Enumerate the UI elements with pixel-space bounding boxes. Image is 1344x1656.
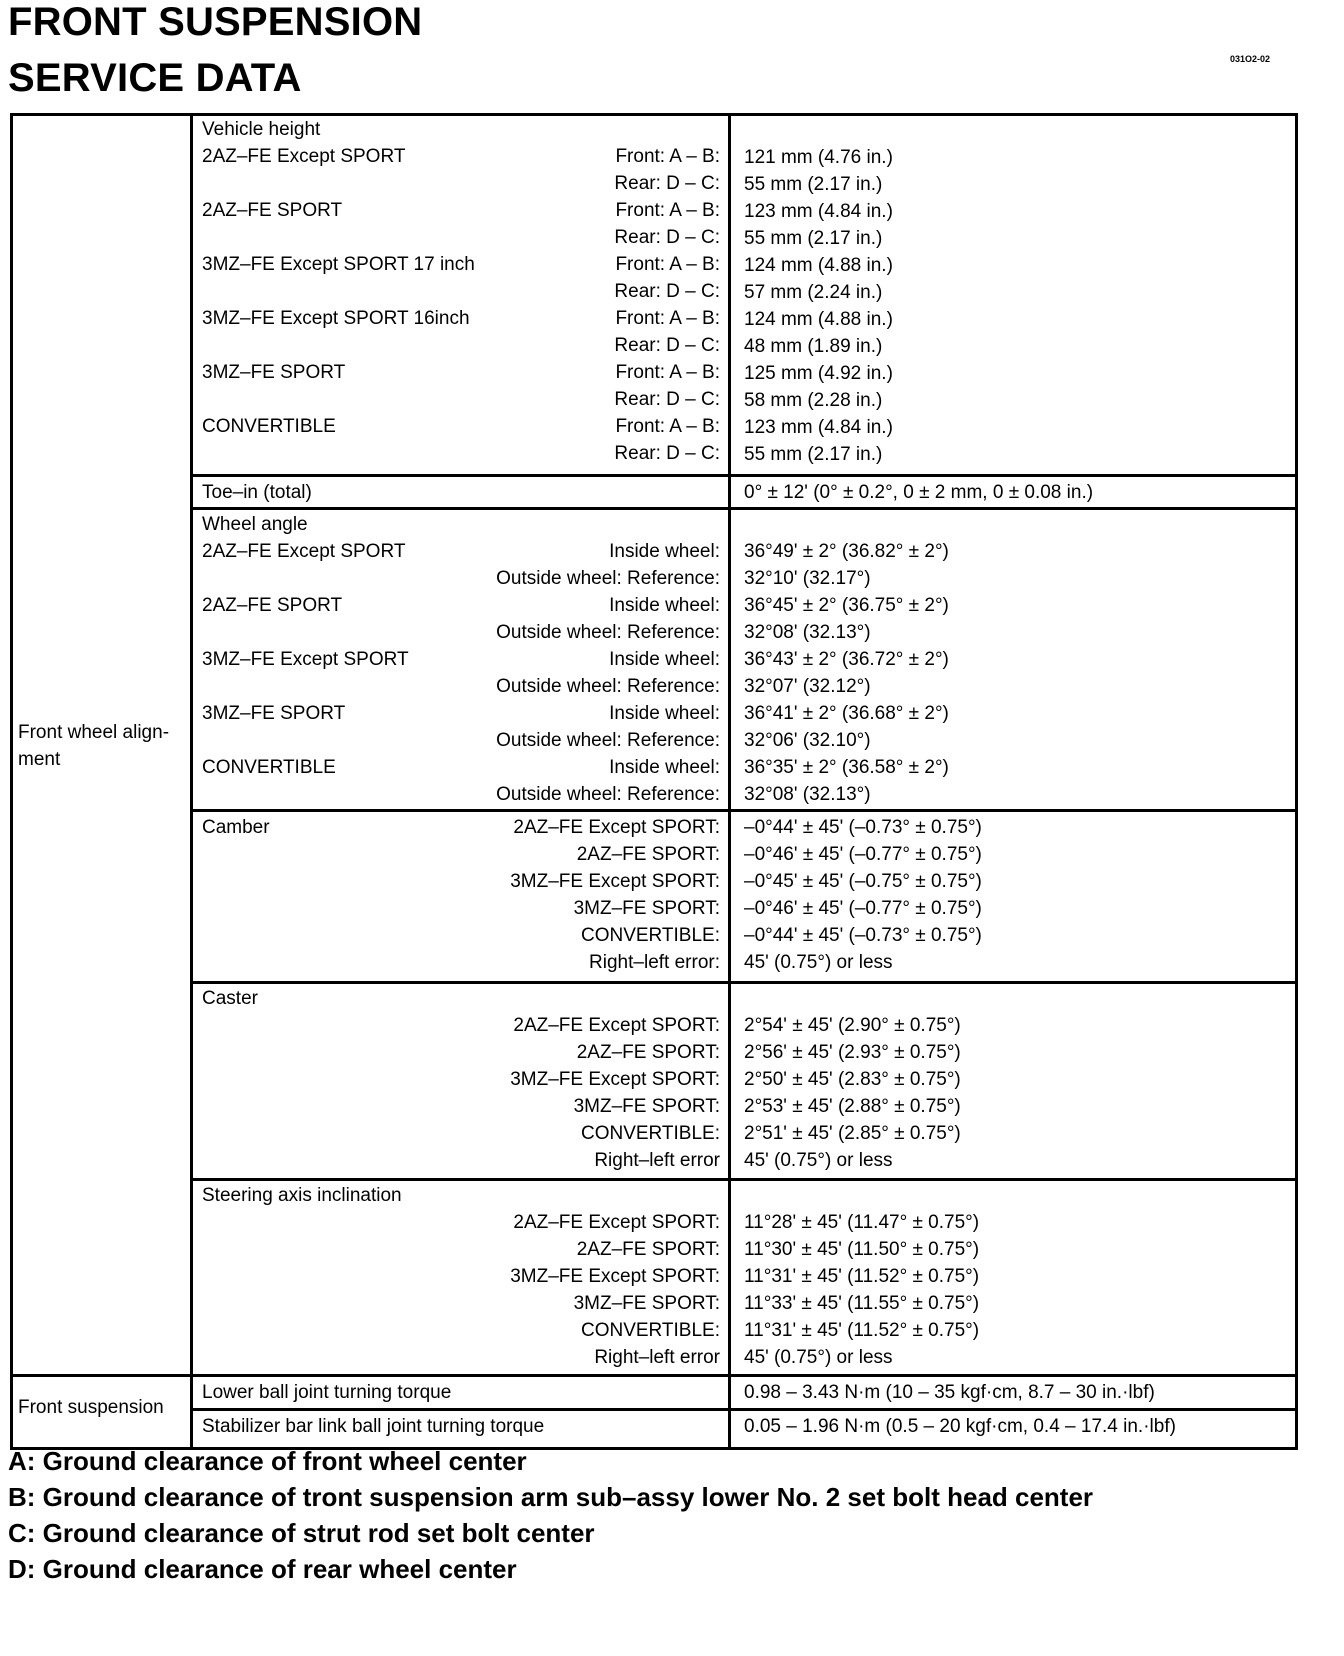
spec-value: –0°45' ± 45' (–0.75° ± 0.75°)	[744, 871, 982, 892]
spec-label: 2AZ–FE SPORT:	[576, 1239, 720, 1260]
spec-value: 45' (0.75°) or less	[744, 952, 893, 973]
rear-measure-value: 55 mm (2.17 in.)	[744, 444, 883, 465]
spec-value: 11°31' ± 45' (11.52° ± 0.75°)	[744, 1266, 980, 1287]
legend-item: A: Ground clearance of front wheel center	[8, 1446, 527, 1476]
section-heading: Vehicle height	[202, 119, 321, 140]
model-label: 3MZ–FE Except SPORT 17 inch	[202, 254, 475, 275]
spec-value: –0°46' ± 45' (–0.77° ± 0.75°)	[744, 844, 982, 865]
spec-value: –0°44' ± 45' (–0.73° ± 0.75°)	[744, 817, 982, 838]
rear-measure-label: Rear: D – C:	[614, 173, 720, 194]
outside-wheel-value: 32°06' (32.10°)	[744, 730, 871, 751]
page-title: FRONT SUSPENSION	[8, 0, 423, 44]
outside-wheel-label: Outside wheel: Reference:	[496, 568, 720, 589]
section-heading: Camber	[202, 817, 270, 838]
spec-value: 2°54' ± 45' (2.90° ± 0.75°)	[744, 1015, 961, 1036]
front-measure-value: 123 mm (4.84 in.)	[744, 201, 893, 222]
spec-label: 3MZ–FE SPORT:	[573, 1096, 720, 1117]
model-label: 2AZ–FE SPORT	[202, 200, 343, 221]
spec-label: 3MZ–FE SPORT:	[573, 898, 720, 919]
spec-value: 2°50' ± 45' (2.83° ± 0.75°)	[744, 1069, 961, 1090]
inside-wheel-value: 36°49' ± 2° (36.82° ± 2°)	[744, 541, 949, 562]
spec-label: 2AZ–FE Except SPORT:	[513, 1212, 720, 1233]
outside-wheel-label: Outside wheel: Reference:	[496, 676, 720, 697]
lower-ball-joint-label: Lower ball joint turning torque	[202, 1382, 452, 1403]
spec-label: 2AZ–FE SPORT:	[576, 844, 720, 865]
rear-measure-value: 48 mm (1.89 in.)	[744, 336, 883, 357]
spec-label: 3MZ–FE Except SPORT:	[510, 1069, 720, 1090]
outside-wheel-label: Outside wheel: Reference:	[496, 784, 720, 805]
table-divider	[190, 1408, 1298, 1411]
inside-wheel-label: Inside wheel:	[609, 703, 720, 724]
table-divider	[10, 1374, 1298, 1377]
outside-wheel-value: 32°08' (32.13°)	[744, 622, 871, 643]
outside-wheel-value: 32°07' (32.12°)	[744, 676, 871, 697]
page-subtitle: SERVICE DATA	[8, 56, 302, 100]
stabilizer-link-value: 0.05 – 1.96 N·m (0.5 – 20 kgf·cm, 0.4 – 17.4 in.·lbf)	[744, 1416, 1176, 1437]
model-label: 2AZ–FE Except SPORT	[202, 541, 406, 562]
inside-wheel-value: 36°41' ± 2° (36.68° ± 2°)	[744, 703, 949, 724]
table-divider	[190, 981, 1298, 984]
inside-wheel-label: Inside wheel:	[609, 595, 720, 616]
rear-measure-label: Rear: D – C:	[614, 389, 720, 410]
front-measure-value: 123 mm (4.84 in.)	[744, 417, 893, 438]
table-divider	[190, 809, 1298, 812]
model-label: 3MZ–FE SPORT	[202, 362, 346, 383]
spec-value: 11°33' ± 45' (11.55° ± 0.75°)	[744, 1293, 980, 1314]
outside-wheel-label: Outside wheel: Reference:	[496, 622, 720, 643]
inside-wheel-value: 36°35' ± 2° (36.58° ± 2°)	[744, 757, 949, 778]
rear-measure-label: Rear: D – C:	[614, 227, 720, 248]
rear-measure-value: 55 mm (2.17 in.)	[744, 174, 883, 195]
model-label: CONVERTIBLE	[202, 416, 336, 437]
spec-value: 2°53' ± 45' (2.88° ± 0.75°)	[744, 1096, 961, 1117]
spec-value: –0°44' ± 45' (–0.73° ± 0.75°)	[744, 925, 982, 946]
rear-measure-value: 58 mm (2.28 in.)	[744, 390, 883, 411]
rear-measure-value: 57 mm (2.24 in.)	[744, 282, 883, 303]
table-divider	[190, 474, 1298, 477]
spec-label: CONVERTIBLE:	[580, 925, 720, 946]
group-front-wheel-alignment	[18, 719, 169, 773]
legend-item: C: Ground clearance of strut rod set bolt center	[8, 1518, 595, 1548]
front-measure-value: 124 mm (4.88 in.)	[744, 255, 893, 276]
front-measure-value: 124 mm (4.88 in.)	[744, 309, 893, 330]
section-heading: Wheel angle	[202, 514, 308, 535]
section-heading: Caster	[202, 988, 258, 1009]
inside-wheel-value: 36°45' ± 2° (36.75° ± 2°)	[744, 595, 949, 616]
spec-value: 45' (0.75°) or less	[744, 1347, 893, 1368]
lower-ball-joint-value: 0.98 – 3.43 N·m (10 – 35 kgf·cm, 8.7 – 30 in.·lbf)	[744, 1382, 1155, 1403]
spec-value: 11°28' ± 45' (11.47° ± 0.75°)	[744, 1212, 980, 1233]
front-measure-label: Front: A – B:	[615, 362, 720, 383]
front-measure-label: Front: A – B:	[615, 308, 720, 329]
outside-wheel-value: 32°10' (32.17°)	[744, 568, 871, 589]
model-label: 3MZ–FE Except SPORT	[202, 649, 409, 670]
table-divider	[190, 113, 193, 1450]
spec-label: Right–left error	[594, 1347, 720, 1368]
front-measure-label: Front: A – B:	[615, 254, 720, 275]
inside-wheel-label: Inside wheel:	[609, 757, 720, 778]
rear-measure-value: 55 mm (2.17 in.)	[744, 228, 883, 249]
model-label: CONVERTIBLE	[202, 757, 336, 778]
spec-value: 2°56' ± 45' (2.93° ± 0.75°)	[744, 1042, 961, 1063]
outside-wheel-value: 32°08' (32.13°)	[744, 784, 871, 805]
toe-in-value: 0° ± 12' (0° ± 0.2°, 0 ± 2 mm, 0 ± 0.08 in.)	[744, 482, 1094, 503]
spec-label: 3MZ–FE Except SPORT:	[510, 871, 720, 892]
rear-measure-label: Rear: D – C:	[614, 443, 720, 464]
table-divider	[728, 113, 731, 1450]
model-label: 3MZ–FE Except SPORT 16inch	[202, 308, 470, 329]
legend-item: B: Ground clearance of tront suspension arm sub–assy lower No. 2 set bolt head center	[8, 1482, 1094, 1512]
front-measure-value: 121 mm (4.76 in.)	[744, 147, 893, 168]
legend-item: D: Ground clearance of rear wheel center	[8, 1554, 517, 1584]
spec-label: Right–left error:	[589, 952, 720, 973]
spec-value: –0°46' ± 45' (–0.77° ± 0.75°)	[744, 898, 982, 919]
spec-value: 11°30' ± 45' (11.50° ± 0.75°)	[744, 1239, 980, 1260]
spec-label: 3MZ–FE SPORT:	[573, 1293, 720, 1314]
stabilizer-link-label: Stabilizer bar link ball joint turning torque	[202, 1416, 545, 1437]
spec-value: 11°31' ± 45' (11.52° ± 0.75°)	[744, 1320, 980, 1341]
inside-wheel-label: Inside wheel:	[609, 541, 720, 562]
front-measure-label: Front: A – B:	[615, 146, 720, 167]
rear-measure-label: Rear: D – C:	[614, 335, 720, 356]
front-measure-value: 125 mm (4.92 in.)	[744, 363, 893, 384]
table-divider	[190, 1178, 1298, 1181]
spec-label: CONVERTIBLE:	[580, 1123, 720, 1144]
spec-label: 2AZ–FE SPORT:	[576, 1042, 720, 1063]
inside-wheel-label: Inside wheel:	[609, 649, 720, 670]
rear-measure-label: Rear: D – C:	[614, 281, 720, 302]
spec-value: 2°51' ± 45' (2.85° ± 0.75°)	[744, 1123, 961, 1144]
spec-label: Right–left error	[594, 1150, 720, 1171]
spec-value: 45' (0.75°) or less	[744, 1150, 893, 1171]
group-front-suspension: Front suspension	[18, 1397, 164, 1418]
section-heading: Steering axis inclination	[202, 1185, 402, 1206]
group-label-line: Front wheel align- ment	[18, 722, 170, 770]
front-measure-label: Front: A – B:	[615, 416, 720, 437]
model-label: 3MZ–FE SPORT	[202, 703, 346, 724]
spec-label: CONVERTIBLE:	[580, 1320, 720, 1341]
toe-in-label: Toe–in (total)	[202, 482, 312, 503]
document-code: 031O2-02	[1230, 54, 1271, 64]
front-measure-label: Front: A – B:	[615, 200, 720, 221]
spec-label: 3MZ–FE Except SPORT:	[510, 1266, 720, 1287]
model-label: 2AZ–FE SPORT	[202, 595, 343, 616]
table-divider	[190, 507, 1298, 510]
inside-wheel-value: 36°43' ± 2° (36.72° ± 2°)	[744, 649, 949, 670]
spec-label: 2AZ–FE Except SPORT:	[513, 1015, 720, 1036]
model-label: 2AZ–FE Except SPORT	[202, 146, 406, 167]
spec-label: 2AZ–FE Except SPORT:	[513, 817, 720, 838]
outside-wheel-label: Outside wheel: Reference:	[496, 730, 720, 751]
